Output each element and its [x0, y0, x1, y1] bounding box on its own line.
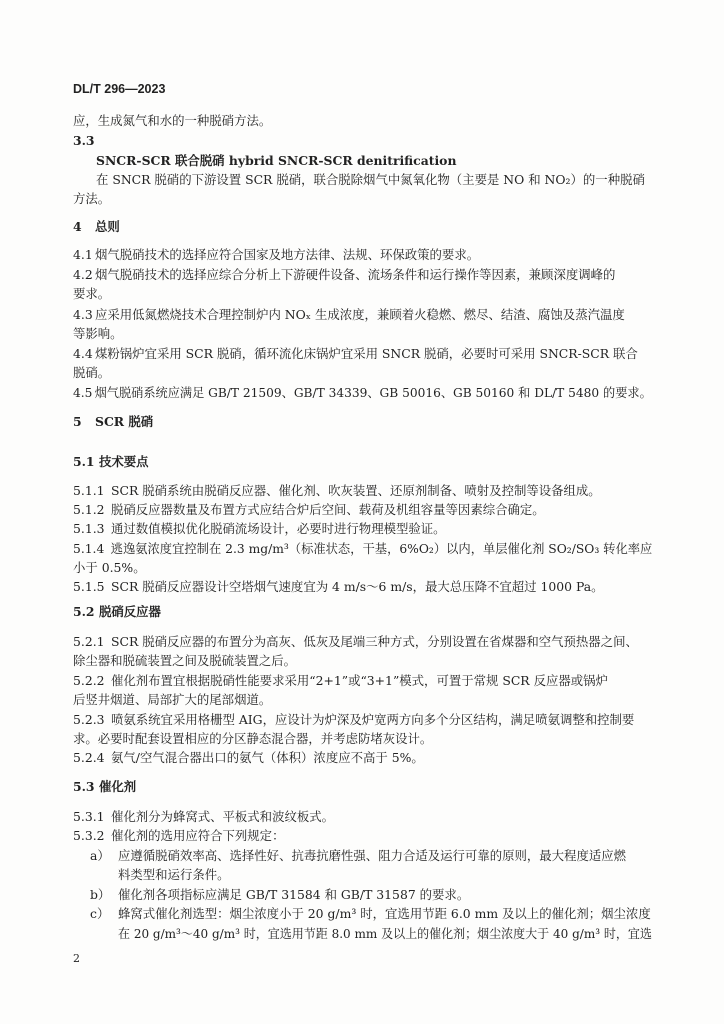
- term-heading: SNCR-SCR 联合脱硝 hybrid SNCR-SCR denitrification: [96, 153, 457, 168]
- paragraph-line: 方法。: [73, 191, 111, 206]
- clause-line: 5.2.3 喷氨系统宜采用格栅型 AIG，应设计为炉深及炉宽两方向多个分区结构，满足喷氨调整和控制要: [73, 712, 635, 727]
- clause-line: 4.5 烟气脱硝系统应满足 GB/T 21509、GB/T 34339、GB 50016、GB 50160 和 DL/T 5480 的要求。: [73, 385, 652, 400]
- paragraph-line: 在 SNCR 脱硝的下游设置 SCR 脱硝，联合脱除烟气中氮氧化物（主要是 NO 和 NO₂）的一种脱硝: [96, 172, 645, 187]
- clause-line: 5.3.1 催化剂分为蜂窝式、平板式和波纹板式。: [73, 809, 335, 824]
- section-heading: 5 SCR 脱硝: [73, 414, 154, 429]
- paragraph-line: 要求。: [73, 286, 111, 301]
- list-item: a） 应遵循脱硝效率高、选择性好、抗毒抗磨性强、阻力合适及运行可靠的原则，最大程度适应燃: [90, 848, 627, 863]
- clause-line: 4.4 煤粉锅炉宜采用 SCR 脱硝，循环流化床锅炉宜采用 SNCR 脱硝，必要时可采用 SNCR-SCR 联合: [73, 346, 638, 361]
- subsection-heading: 5.3 催化剂: [73, 779, 137, 794]
- subsection-heading: 5.2 脱硝反应器: [73, 604, 161, 619]
- paragraph-line: 等影响。: [73, 326, 123, 341]
- paragraph-line: 除尘器和脱硫装置之间及脱硫装置之后。: [73, 653, 297, 668]
- paragraph-line: 求。必要时配套设置相应的分区静态混合器，并考虑防堵灰设计。: [73, 731, 433, 746]
- document-code: DL/T 296—2023: [73, 82, 166, 96]
- clause-line: 5.1.4 逃逸氨浓度宜控制在 2.3 mg/m³（标准状态，干基，6%O₂）以内，单层催化剂 SO₂/SO₃ 转化率应: [73, 541, 653, 556]
- page-number: 2: [73, 952, 80, 965]
- section-heading: 4 总则: [73, 219, 120, 234]
- paragraph-line: 小于 0.5%。: [73, 560, 146, 575]
- list-item-continuation: 料类型和运行条件。: [118, 867, 230, 882]
- clause-line: 5.3.2 催化剂的选用应符合下列规定：: [73, 828, 285, 843]
- clause-line: 5.1.1 SCR 脱硝系统由脱硝反应器、催化剂、吹灰装置、还原剂制备、喷射及控制等设备组成。: [73, 483, 601, 498]
- section-number: 3.3: [73, 133, 95, 148]
- clause-line: 5.1.5 SCR 脱硝反应器设计空塔烟气速度宜为 4 m/s～6 m/s，最大总压降不宜超过 1000 Pa。: [73, 579, 604, 594]
- clause-line: 5.2.4 氨气/空气混合器出口的氨气（体积）浓度应不高于 5%。: [73, 750, 424, 765]
- clause-line: 5.1.2 脱硝反应器数量及布置方式应结合炉后空间、载荷及机组容量等因素综合确定。: [73, 502, 545, 517]
- subsection-heading: 5.1 技术要点: [73, 454, 149, 469]
- clause-line: 5.1.3 通过数值模拟优化脱硝流场设计，必要时进行物理模型验证。: [73, 521, 446, 536]
- list-item: c） 蜂窝式催化剂选型：烟尘浓度小于 20 g/m³ 时，宜选用节距 6.0 mm 及以上的催化剂；烟尘浓度: [90, 906, 651, 921]
- clause-line: 4.3 应采用低氮燃烧技术合理控制炉内 NOₓ 生成浓度，兼顾着火稳燃、燃尽、结渣、腐蚀及蒸汽温度: [73, 307, 625, 322]
- clause-line: 5.2.2 催化剂布置宜根据脱硝性能要求采用“2+1”或“3+1”模式，可置于常规 SCR 反应器或锅炉: [73, 673, 608, 688]
- paragraph-line: 脱硝。: [73, 365, 111, 380]
- paragraph-line: 应，生成氮气和水的一种脱硝方法。: [73, 113, 272, 128]
- clause-line: 4.2 烟气脱硝技术的选择应综合分析上下游硬件设备、流场条件和运行操作等因素，兼顾深度调峰的: [73, 267, 616, 282]
- list-item: b） 催化剂各项指标应满足 GB/T 31584 和 GB/T 31587 的要求。: [90, 887, 470, 902]
- list-item-continuation: 在 20 g/m³～40 g/m³ 时，宜选用节距 8.0 mm 及以上的催化剂；烟尘浓度大于 40 g/m³ 时，宜选: [118, 926, 652, 941]
- paragraph-line: 后竖井烟道、局部扩大的尾部烟道。: [73, 692, 272, 707]
- clause-line: 4.1 烟气脱硝技术的选择应符合国家及地方法律、法规、环保政策的要求。: [73, 247, 480, 262]
- clause-line: 5.2.1 SCR 脱硝反应器的布置分为高灰、低灰及尾端三种方式，分别设置在省煤器和空气预热器之间、: [73, 634, 638, 649]
